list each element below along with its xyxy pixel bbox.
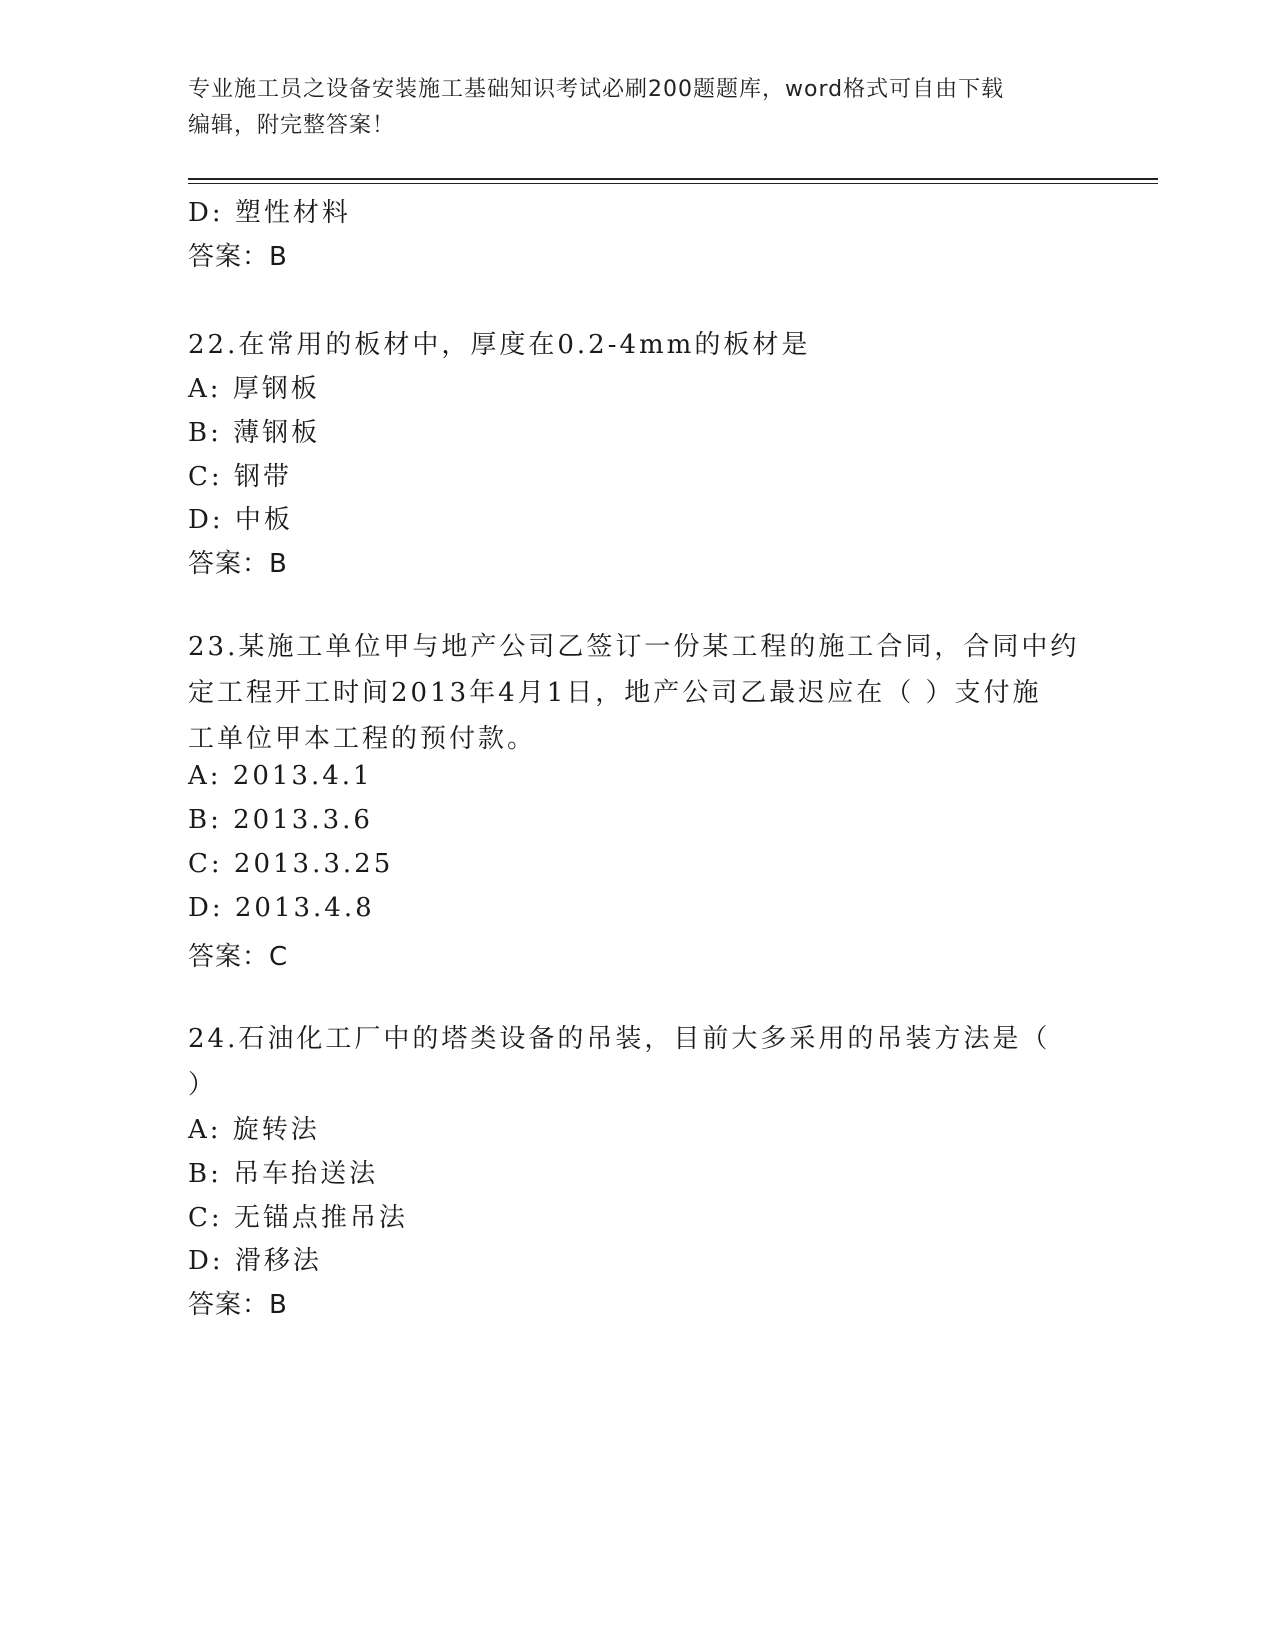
q24-option-a: A: 旋转法 [188,1115,320,1145]
q21-answer: 答案：B [188,242,288,272]
q21-option-d: D: 塑性材料 [188,198,351,228]
q23-question-line-1: 23.某施工单位甲与地产公司乙签订一份某工程的施工合同，合同中约 [188,632,1080,662]
q22-question: 22.在常用的板材中，厚度在0.2-4mm的板材是 [188,330,811,360]
q24-answer: 答案：B [188,1290,288,1320]
header-divider-thick [188,178,1158,180]
q23-option-d: D: 2013.4.8 [188,893,375,923]
q23-option-a: A: 2013.4.1 [188,761,373,791]
header-line-2: 编辑，附完整答案！ [188,113,396,138]
q23-option-c: C: 2013.3.25 [188,849,394,879]
q22-option-d: D: 中板 [188,505,293,535]
q24-question [188,1016,1088,1108]
q24-option-b: B: 吊车抬送法 [188,1159,379,1189]
q24-question-line-1: 24.石油化工厂中的塔类设备的吊装，目前大多采用的吊装方法是（ [188,1024,1051,1054]
document-header [188,72,1078,144]
q23-answer: 答案：C [188,942,289,972]
q23-option-b: B: 2013.3.6 [188,805,373,835]
q24-question-line-2: ） [188,1070,218,1100]
header-line-1: 专业施工员之设备安装施工基础知识考试必刷200题题库，word格式可自由下载 [188,77,1005,102]
q23-question-line-3: 工单位甲本工程的预付款。 [188,724,537,754]
q24-option-d: D: 滑移法 [188,1246,322,1276]
q22-option-a: A: 厚钢板 [188,374,320,404]
q22-option-c: C: 钢带 [188,462,292,492]
q23-question-line-2: 定工程开工时间2013年4月1日，地产公司乙最迟应在（ ）支付施 [188,678,1042,708]
q23-question [188,624,1088,762]
q24-option-c: C: 无锚点推吊法 [188,1203,408,1233]
header-divider-thin [188,183,1158,184]
q22-answer: 答案：B [188,549,288,579]
q22-option-b: B: 薄钢板 [188,418,321,448]
